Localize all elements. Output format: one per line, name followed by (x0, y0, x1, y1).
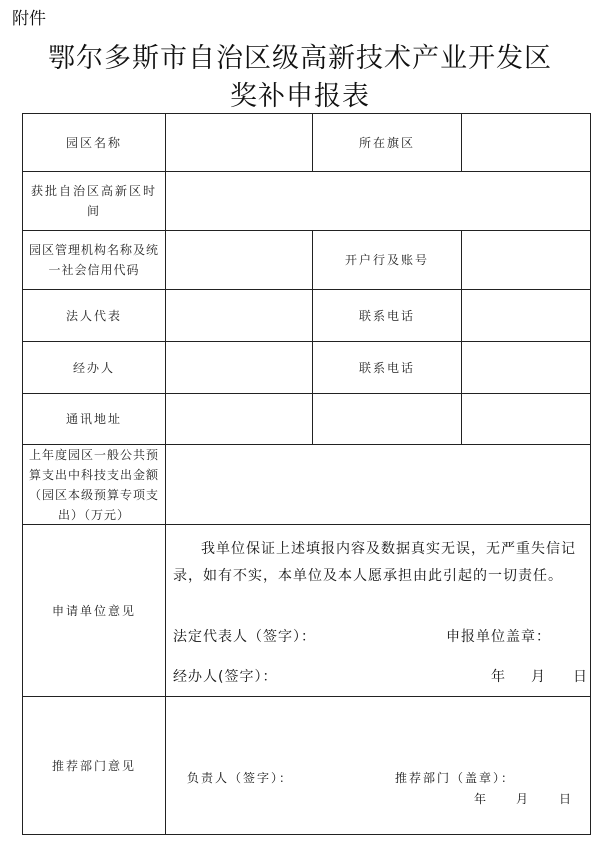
opinion-date-day: 日 (573, 669, 588, 685)
handler-signature-label: 经办人(签字）： (173, 669, 278, 685)
park-name-field[interactable] (166, 114, 312, 171)
bank-account-label: 开户行及账号 (344, 253, 429, 267)
guarantee-statement: 我单位保证上述填报内容及数据真实无误，无严重失信记录，如有不实，本单位及本人愿承担由此引起的一切责任。 (173, 541, 576, 584)
handler-field[interactable] (166, 342, 312, 393)
recommend-date-year: 年 (474, 792, 489, 806)
contact-phone-field[interactable] (462, 290, 590, 341)
attachment-label: 附件 (12, 9, 46, 29)
bank-account-field[interactable] (462, 231, 590, 289)
banner-district-field[interactable] (462, 114, 590, 171)
applicant-unit-seal-label: 申报单位盖章： (446, 629, 551, 645)
opinion-date-year: 年 (491, 669, 506, 685)
contact-phone-label-2: 联系电话 (358, 360, 415, 375)
recommend-date-day: 日 (559, 792, 574, 806)
banner-district-label: 所在旗区 (358, 135, 415, 150)
applicant-opinion-label: 申请单位意见 (51, 603, 136, 618)
tech-expenditure-label: 上年度园区一般公共预算支出中科技支出金额（园区本级预算专项支出）（万元） (28, 447, 159, 522)
legal-representative-signature-label: 法定代表人（签字）： (173, 629, 316, 645)
approval-time-label: 获批自治区高新区时间 (30, 184, 157, 218)
form-title-line-1: 鄂尔多斯市自治区级高新技术产业开发区 (48, 43, 552, 74)
approval-time-field[interactable] (166, 172, 590, 230)
handler-label: 经办人 (72, 360, 115, 375)
contact-phone-field-2[interactable] (462, 342, 590, 393)
opinion-date-month: 月 (531, 669, 546, 685)
contact-phone-label: 联系电话 (358, 308, 415, 323)
responsible-person-signature-label: 负责人（签字）： (187, 771, 294, 785)
form-title-line-2: 奖补申报表 (230, 81, 370, 112)
table-border-right (590, 113, 591, 835)
recommend-date-month: 月 (516, 792, 531, 806)
recommending-dept-seal-label: 推荐部门（盖章）： (395, 771, 516, 785)
legal-representative-label: 法人代表 (65, 308, 122, 323)
table-border-bottom (22, 834, 591, 835)
org-name-credit-code-field[interactable] (166, 231, 312, 289)
address-field[interactable] (166, 394, 590, 444)
org-name-credit-code-label: 园区管理机构名称及统一社会信用代码 (28, 243, 159, 277)
park-name-label: 园区名称 (65, 135, 122, 150)
legal-representative-field[interactable] (166, 290, 312, 341)
application-form-table (22, 113, 591, 835)
recommending-dept-opinion-label: 推荐部门意见 (51, 758, 136, 773)
address-label: 通讯地址 (65, 412, 122, 426)
tech-expenditure-field[interactable] (166, 445, 590, 524)
